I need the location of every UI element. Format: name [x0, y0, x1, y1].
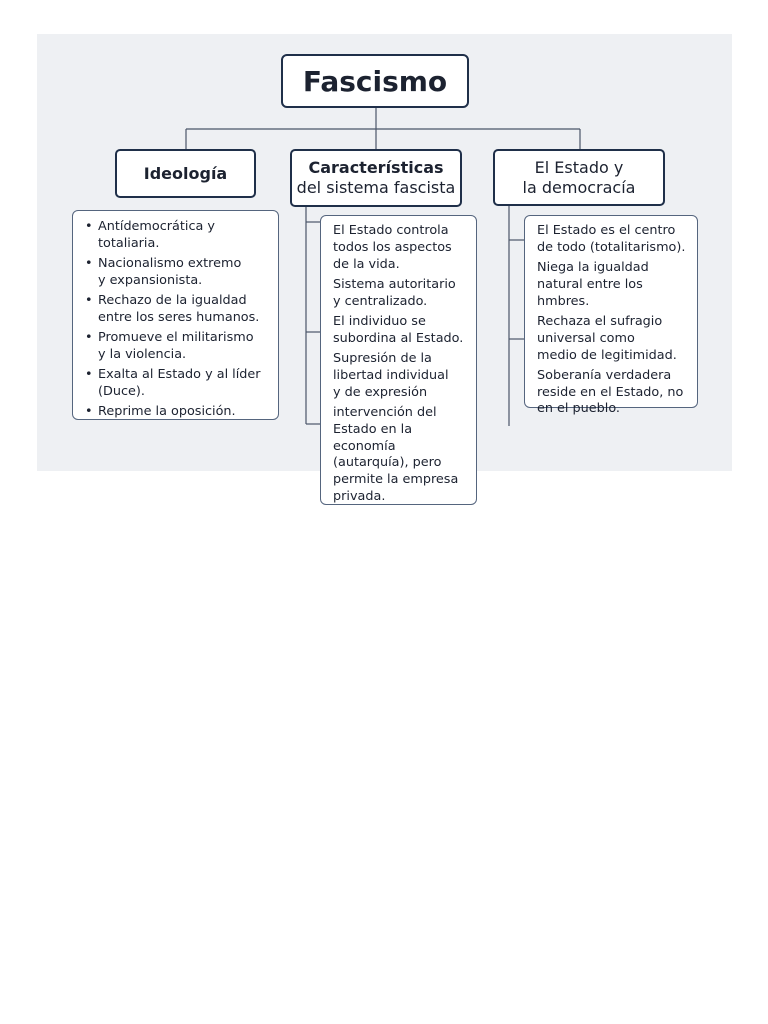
list-item: • Reprime la oposición. — [85, 404, 272, 421]
list-item: Sistema autoritario y centralizado. — [333, 276, 456, 309]
caracteristicas-heading-line2: del sistema fascista — [296, 178, 456, 197]
estado-heading-line2: la democracía — [522, 177, 636, 197]
list-item: • Exalta al Estado y al líder (Duce). — [85, 367, 272, 401]
ideologia-heading: Ideología — [143, 163, 228, 183]
list-item: Supresión de la libertad individual y de expresión — [333, 351, 449, 400]
concept-map — [37, 34, 732, 504]
list-item: • Nacionalismo extremo y expansionista. — [85, 256, 272, 290]
estado-list-box — [524, 215, 698, 417]
list-item: Niega la igualdad natural entre los hmbres. — [537, 260, 649, 309]
list-item: intervención del Estado en la economía (autarquía), pero permite la empresa privada. — [333, 404, 459, 504]
estado-democracia-node — [493, 149, 665, 206]
list-item: • Antídemocrática y totaliaria. — [85, 219, 272, 253]
ideologia-list-box — [72, 210, 279, 420]
estado-heading-line1: El Estado y — [534, 157, 624, 177]
estado-list — [525, 216, 697, 418]
caracteristicas-list-box — [320, 215, 477, 505]
list-item: Soberanía verdadera reside en el Estado, no en el pueblo. — [537, 367, 684, 417]
list-item: El individuo se subordina al Estado. — [333, 313, 464, 346]
ideologia-list — [73, 211, 278, 421]
list-item: El Estado controla todos los aspectos de la vida. — [333, 223, 452, 272]
caracteristicas-heading-line1: Características — [308, 158, 444, 177]
list-item: El Estado es el centro de todo (totalitarismo). — [537, 223, 686, 255]
list-item: Rechaza el sufragio universal como medio de legitimidad. — [537, 313, 677, 363]
ideologia-node — [115, 149, 256, 198]
diagram-title: Fascismo — [302, 64, 448, 98]
title-node — [281, 54, 469, 108]
list-item: • Rechazo de la igualdad entre los seres humanos. — [85, 293, 272, 327]
caracteristicas-node — [290, 149, 462, 207]
list-item: • Promueve el militarismo y la violencia. — [85, 330, 272, 364]
caracteristicas-list — [321, 216, 476, 506]
